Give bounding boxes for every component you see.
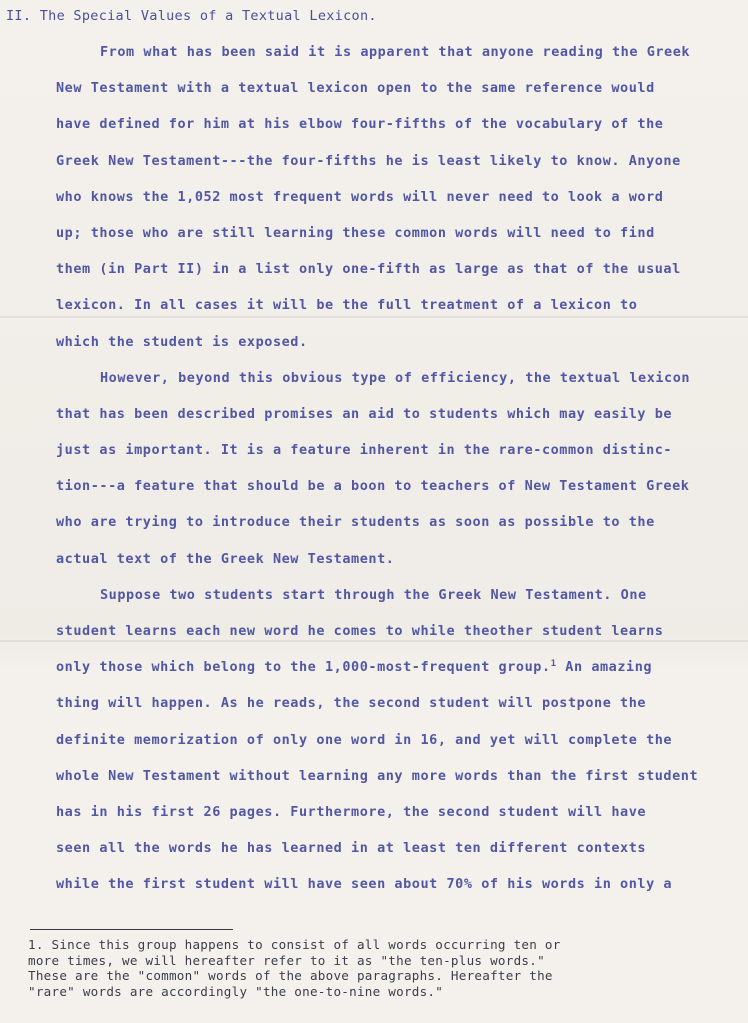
footnote (28, 937, 738, 999)
paragraph-3-line: has in his first 26 pages. Furthermore, the second student will have (56, 803, 647, 820)
paragraph-1-line: who knows the 1,052 most frequent words will never need to look a word (56, 188, 664, 205)
paragraph-2-line: that has been described promises an aid to students which may easily be (56, 405, 673, 422)
footnote-line: These are the "common" words of the above paragraphs. Hereafter the (28, 968, 553, 984)
paragraph-2-line: actual text of the Greek New Testament. (56, 550, 395, 567)
paragraph-1-line: New Testament with a textual lexicon open to the same reference would (56, 80, 655, 97)
footnote-line: "rare" words are accordingly "the one-to-nine words." (28, 983, 444, 999)
paragraph-1-line: which the student is exposed. (56, 333, 308, 350)
paragraph-3-line: student learns each new word he comes to while theother student learns (56, 623, 664, 639)
paragraph-1-line: have defined for him at his elbow four-fifths of the vocabulary of the (56, 116, 664, 133)
paragraph-1-line: From what has been said it is apparent that anyone reading the Greek (100, 44, 691, 60)
paragraph-1-line: up; those who are still learning these common words will need to find (56, 224, 655, 241)
paragraph-3-line: whole New Testament without learning any more words than the first student (56, 767, 699, 784)
section-heading: II. The Special Values of a Textual Lexicon. (6, 8, 377, 24)
paragraph-2-line: However, beyond this obvious type of efficiency, the textual lexicon (100, 369, 691, 386)
paragraph-3-line: seen all the words he has learned in at least ten different contexts (56, 840, 647, 857)
paragraph-2-line: tion---a feature that should be a boon to teachers of New Testament Greek (56, 478, 690, 495)
paragraph-3-line: while the first student will have seen about 70% of his words in only a (56, 876, 673, 893)
paragraph-2-line: who are trying to introduce their students as soon as possible to the (56, 514, 655, 531)
paragraph-1-line: lexicon. In all cases it will be the full treatment of a lexicon to (56, 297, 638, 314)
footnote-reference: 1 (550, 659, 557, 670)
body-text (56, 42, 736, 911)
paragraph-2-line: just as important. It is a feature inherent in the rare-common distinc- (56, 442, 673, 459)
footnote-line: more times, we will hereafter refer to it as "the ten-plus words." (28, 952, 545, 968)
footnote-line: 1. Since this group happens to consist of all words occurring ten or (28, 937, 561, 952)
paragraph-3-line: Suppose two students start through the Greek New Testament. One (100, 586, 647, 603)
paragraph-3-text: An amazing (556, 659, 653, 676)
paragraph-3-line (56, 657, 736, 693)
paragraph-3-line: definite memorization of only one word in 16, and yet will complete the (56, 731, 673, 748)
paragraph-1-line: Greek New Testament---the four-fifths he is least likely to know. Anyone (56, 152, 681, 169)
paragraph-1-line: them (in Part II) in a list only one-fifth as large as that of the usual (56, 261, 681, 278)
footnote-divider (30, 929, 233, 930)
paragraph-3-line: thing will happen. As he reads, the second student will postpone the (56, 695, 647, 712)
paragraph-3-text: only those which belong to the 1,000-most-frequent group. (56, 659, 551, 676)
